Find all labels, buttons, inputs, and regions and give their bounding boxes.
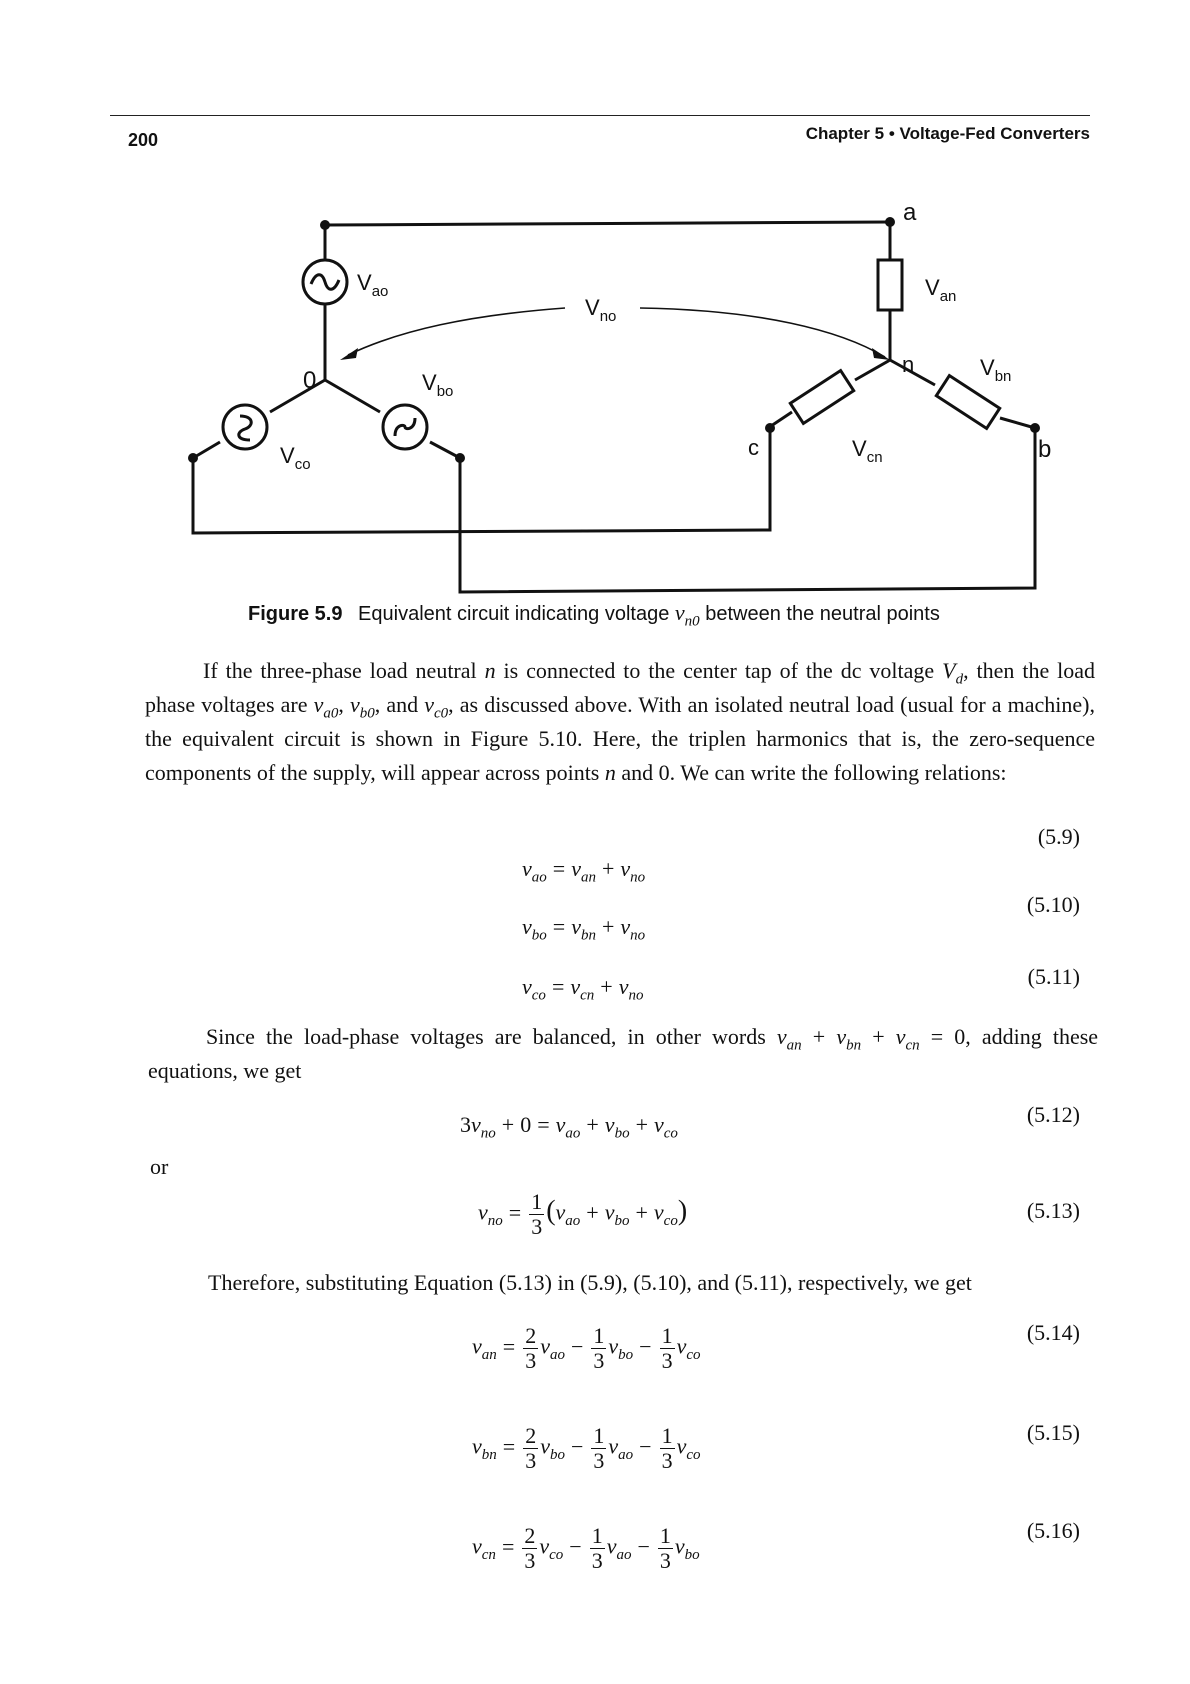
equation-number-5-14: (5.14) — [1026, 1320, 1080, 1345]
node-dot-source-b — [455, 453, 465, 463]
equation-number-5-11: (5.11) — [1027, 964, 1080, 989]
equation-5-12: $3v_{no} + 0 = v_{ao} + v_{bo} + v_{co}$ — [460, 1112, 678, 1142]
header-rule — [110, 115, 1090, 116]
source-co-icon — [223, 405, 267, 449]
resistor-an-icon — [878, 260, 902, 310]
caption-tail: between the neutral points — [705, 603, 940, 625]
resistor-bn-icon — [936, 376, 999, 429]
equation-number-5-10: (5.10) — [1026, 892, 1080, 917]
wire-cn-arm — [855, 360, 890, 380]
label-v-bo: $V_{bo}$ — [422, 370, 454, 400]
sine-ao-icon — [311, 275, 339, 290]
node-dot-source-a — [320, 220, 330, 230]
label-v-bn: $V_{bn}$ — [980, 355, 1012, 385]
figure-caption — [248, 600, 940, 630]
equation-5-14: $v_{an}$ = $\frac{2}{3}$ $v_{ao}$ − $\frac{1}{3}$ $v_{bo}$ − $\frac{1}{3}$ $v_{co}$ — [472, 1323, 701, 1373]
node-dot-a — [885, 217, 895, 227]
equation-number-5-13: (5.13) — [1026, 1198, 1080, 1223]
node-dot-b — [1030, 423, 1040, 433]
paragraph-1: If the three-phase load neutral n is connected to the center tap of the dc voltage $V_d$, then the load phase voltages are $v_{a0}$, $v_{b0}$, and $v_{c0}$, as discussed above. With an isolated neutral load (usual for a machine), the equivalent circuit is shown in Figure 5.10. Here, the triplen harmonics that is, the zero-sequence components of the supply, will appear across points n and 0. We can write the following relations: — [145, 658, 1096, 785]
label-node-b: b — [1038, 436, 1052, 463]
page-number: 200 — [128, 130, 159, 150]
circuit-figure — [0, 180, 1190, 600]
wire-co-arm — [270, 380, 325, 412]
vno-arrow-left — [348, 308, 565, 355]
wire-bn-out — [1000, 418, 1035, 428]
equation-5-13: $v_{no}$ = $\frac{1}{3}$ $(v_{ao} + v_{bo} + v_{co})$ — [478, 1189, 688, 1239]
sine-co-icon — [239, 416, 251, 440]
paragraph-2: Since the load-phase voltages are balanced, in other words $v_{an} + v_{bn} + v_{cn} = 0$, adding these equations, we get — [148, 1024, 1099, 1083]
or-text: or — [150, 1154, 169, 1179]
caption-text: Equivalent circuit indicating voltage — [358, 603, 670, 625]
label-node-a: a — [903, 199, 917, 226]
node-dot-c — [765, 423, 775, 433]
label-node-0: 0 — [303, 367, 317, 394]
wire-bo-arm — [325, 380, 380, 412]
equation-5-15: $v_{bn}$ = $\frac{2}{3}$ $v_{bo}$ − $\frac{1}{3}$ $v_{ao}$ − $\frac{1}{3}$ $v_{co}$ — [472, 1423, 701, 1473]
arrowhead-right-icon — [872, 348, 890, 360]
label-node-n: n — [902, 352, 915, 377]
equation-number-5-9: (5.9) — [1037, 824, 1080, 849]
equation-number-5-15: (5.15) — [1026, 1420, 1080, 1445]
label-v-cn: $V_{cn}$ — [852, 436, 883, 466]
figure-label: Figure 5.9 — [248, 603, 343, 625]
equation-number-5-16: (5.16) — [1026, 1518, 1080, 1543]
chapter-title: Chapter 5 • Voltage-Fed Converters — [805, 124, 1090, 143]
equation-5-16: $v_{cn}$ = $\frac{2}{3}$ $v_{co}$ − $\frac{1}{3}$ $v_{ao}$ − $\frac{1}{3}$ $v_{bo}$ — [472, 1523, 700, 1573]
equation-5-9: $v_{ao} = v_{an} + v_{no}$ — [522, 856, 646, 886]
sine-bo-icon — [395, 418, 415, 436]
label-node-c: c — [748, 435, 759, 460]
label-v-no: $V_{no}$ — [585, 295, 617, 325]
equation-5-11: $v_{co} = v_{cn} + v_{no}$ — [522, 974, 644, 1004]
node-dot-source-c — [188, 453, 198, 463]
label-v-co: $V_{co}$ — [280, 443, 311, 473]
resistor-cn-icon — [790, 371, 853, 424]
vno-arrow-right — [640, 308, 885, 357]
equation-number-5-12: (5.12) — [1026, 1102, 1080, 1127]
wire-bo-out — [430, 442, 460, 458]
arrowhead-left-icon — [340, 348, 358, 360]
label-v-an: $V_{an}$ — [925, 275, 957, 305]
label-v-ao: $V_{ao}$ — [357, 270, 389, 300]
equation-5-10: $v_{bo} = v_{bn} + v_{no}$ — [522, 914, 646, 944]
paragraph-3: Therefore, substituting Equation (5.13) in (5.9), (5.10), and (5.11), respectively, we get — [208, 1270, 972, 1295]
wire-top — [325, 222, 890, 225]
caption-var: $v_{n0}$ — [674, 600, 700, 630]
